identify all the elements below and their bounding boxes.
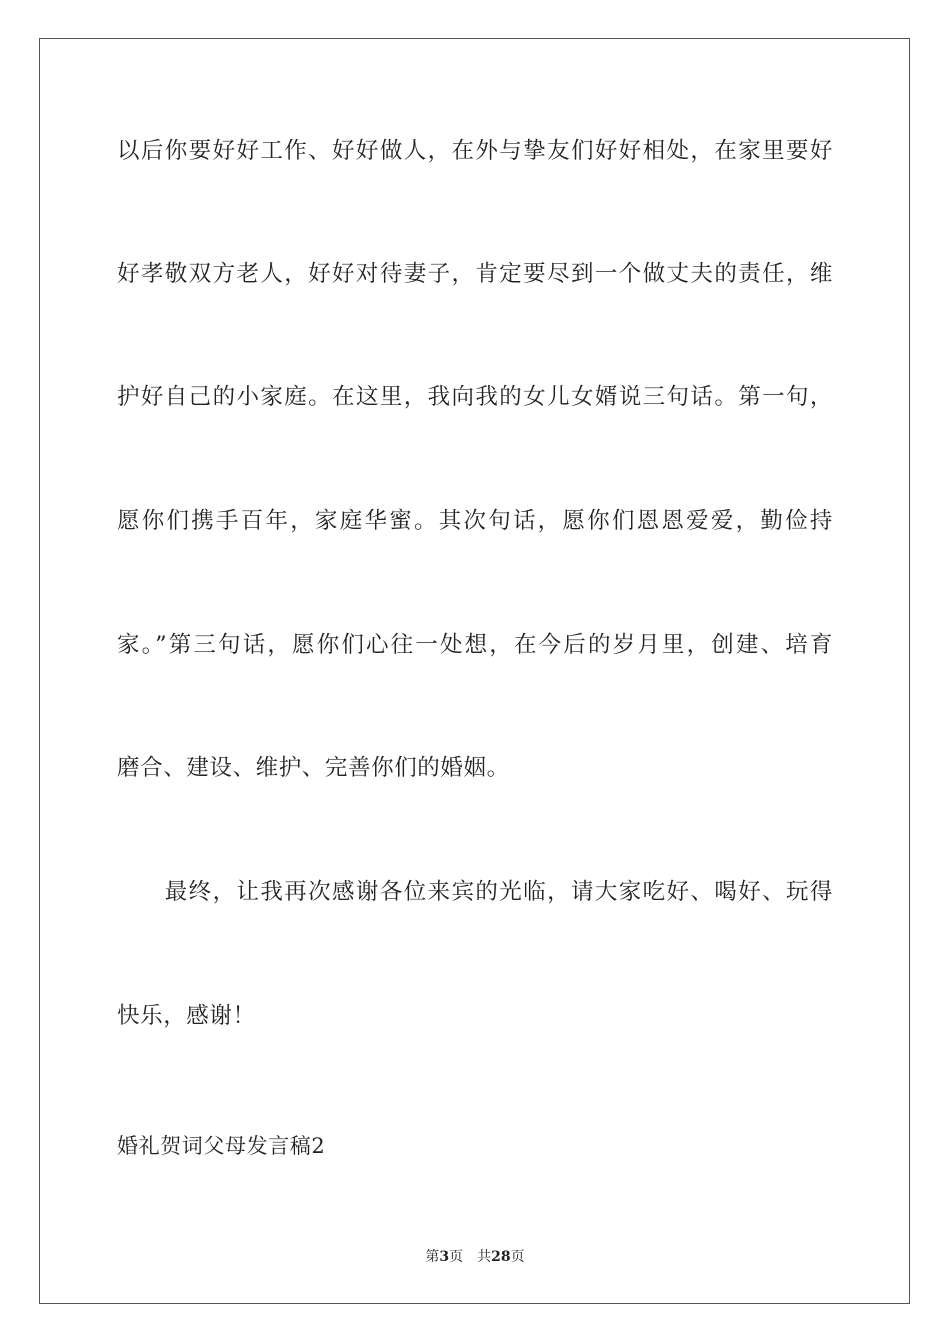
- footer-prefix: 第: [425, 1249, 440, 1265]
- body-line-4: 愿你们携手百年，家庭华蜜。其次句话，愿你们恩恩爱爱，勤俭持: [117, 508, 833, 534]
- body-line-8: 快乐，感谢！: [117, 1003, 256, 1029]
- body-line-7: 最终，让我再次感谢各位来宾的光临，请大家吃好、喝好、玩得: [117, 879, 833, 905]
- body-line-1: 以后你要好好工作、好好做人，在外与挚友们好好相处，在家里要好: [117, 138, 833, 164]
- page-footer: [0, 1248, 950, 1266]
- footer-total-suffix: 页: [510, 1249, 525, 1265]
- body-line-6: 磨合、建设、维护、完善你们的婚姻。: [117, 755, 510, 781]
- page-border: [39, 38, 910, 1304]
- footer-total-prefix: 共: [477, 1249, 492, 1265]
- section-heading: 婚礼贺词父母发言稿2: [117, 1134, 326, 1158]
- body-line-3: 护好自己的小家庭。在这里，我向我的女儿女婿说三句话。第一句，: [117, 384, 833, 410]
- footer-page-suffix: 页: [449, 1249, 464, 1265]
- footer-page-number: 3: [439, 1249, 450, 1265]
- body-line-5: 家。”第三句话，愿你们心往一处想，在今后的岁月里，创建、培育: [117, 632, 833, 658]
- footer-total-pages: 28: [491, 1249, 511, 1265]
- body-line-2: 好孝敬双方老人，好好对待妻子，肯定要尽到一个做丈夫的责任，维: [117, 261, 833, 287]
